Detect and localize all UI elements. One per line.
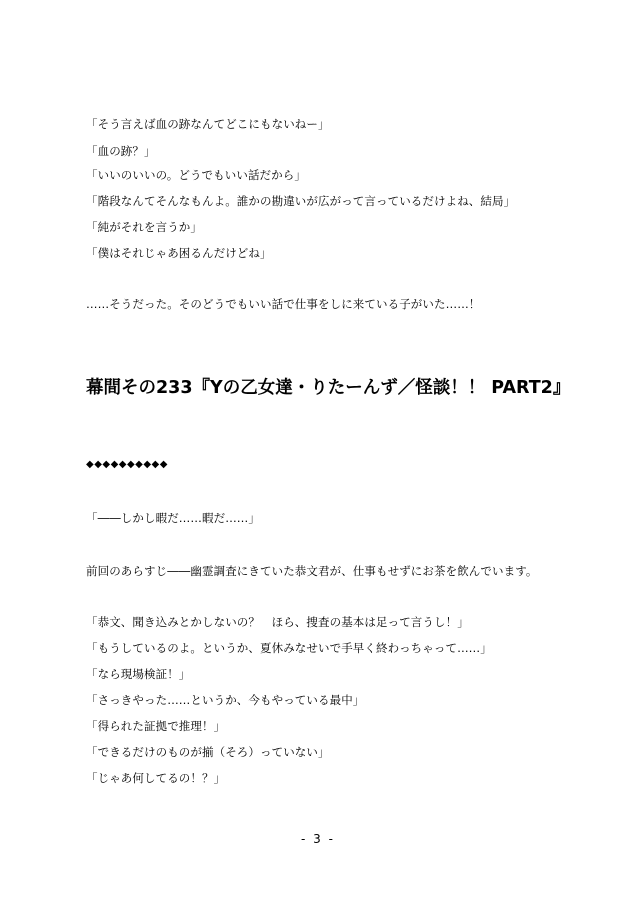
narration-line: 前回のあらすじ――幽霊調査にきていた恭文君が、仕事もせずにお茶を飲んでいます。 <box>86 564 538 578</box>
chapter-title: 幕間その233『Yの乙女達・りたーんず／怪談！！ PART2』 <box>86 378 571 398</box>
dialogue-line: 「得られた証拠で推理！」 <box>86 719 226 733</box>
page-number: - 3 - <box>301 832 335 846</box>
dialogue-line: 「なら現場検証！」 <box>86 667 191 681</box>
dialogue-line: 「いいのいいの。どうでもいい話だから」 <box>86 168 306 182</box>
dialogue-line: 「さっきやった……というか、今もやっている最中」 <box>86 693 365 707</box>
dialogue-line: 「じゃあ何してるの！？」 <box>86 771 226 785</box>
section-divider: ◆◆◆◆◆◆◆◆◆◆ <box>86 459 168 470</box>
dialogue-line: 「血の跡？」 <box>86 144 156 158</box>
dialogue-line: 「――しかし暇だ……暇だ……」 <box>86 511 260 525</box>
dialogue-line: 「階段なんてそんなもんよ。誰かの勘違いが広がって言っているだけよね、結局」 <box>86 194 516 208</box>
narration-line: ……そうだった。そのどうでもいい話で仕事をしに来ている子がいた……！ <box>86 297 481 311</box>
dialogue-line: 「できるだけのものが揃（そろ）っていない」 <box>86 745 330 759</box>
dialogue-line: 「純がそれを言うか」 <box>86 220 202 234</box>
dialogue-line: 「そう言えば血の跡なんてどこにもないねー」 <box>86 117 330 131</box>
dialogue-line: 「もうしているのよ。というか、夏休みなせいで手早く終わっちゃって……」 <box>86 641 492 655</box>
dialogue-line: 「僕はそれじゃあ困るんだけどね」 <box>86 246 272 260</box>
dialogue-line: 「恭文、聞き込みとかしないの？ ほら、捜査の基本は足って言うし！」 <box>86 615 469 629</box>
